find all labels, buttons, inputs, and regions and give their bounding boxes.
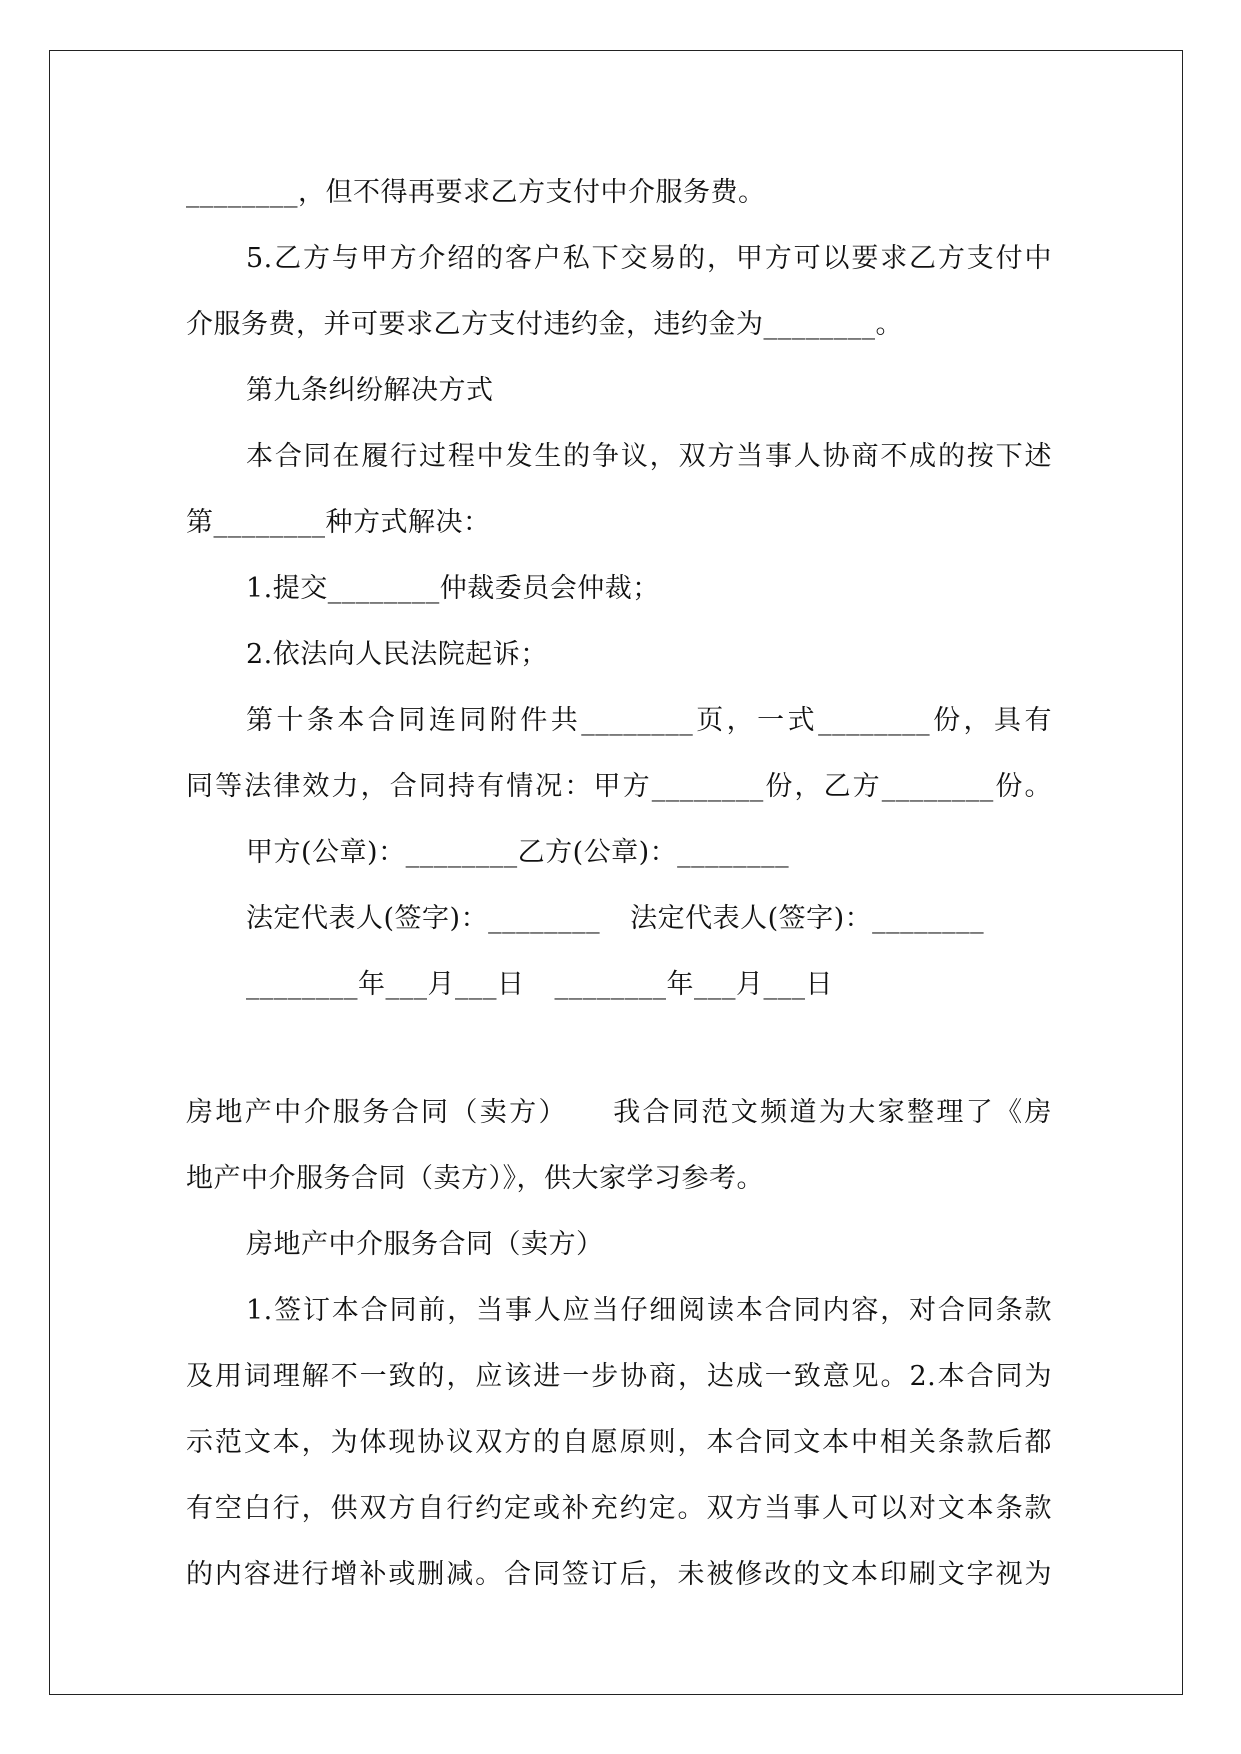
paragraph-line: 有空白行，供双方自行约定或补充约定。双方当事人可以对文本条款	[186, 1493, 1052, 1524]
party-b-seal: 乙方(公章)：________	[517, 837, 790, 868]
party-b-representative: 法定代表人(签字)：________	[630, 903, 985, 934]
seal-row	[186, 820, 1052, 886]
party-a-date: ________年___月___日	[246, 969, 525, 1000]
paragraph-line: 示范文本，为体现协议双方的自愿原则，本合同文本中相关条款后都	[186, 1427, 1052, 1458]
paragraph-line: 第十条本合同连同附件共________页，一式________份，具有	[246, 705, 1052, 736]
date-row	[186, 952, 1052, 1018]
paragraph-line: 介服务费，并可要求乙方支付违约金，违约金为________。	[186, 309, 903, 340]
party-b-date: ________年___月___日	[554, 969, 833, 1000]
paragraph-line: 第________种方式解决：	[186, 507, 491, 538]
list-item: 2.依法向人民法院起诉；	[246, 639, 548, 670]
party-a-representative: 法定代表人(签字)：________	[246, 903, 601, 934]
section-gap	[186, 1018, 1052, 1080]
intro-line: 地产中介服务合同（卖方）》，供大家学习参考。	[186, 1163, 764, 1194]
representative-row	[186, 886, 1052, 952]
contract-title: 房地产中介服务合同（卖方）	[246, 1229, 604, 1260]
paragraph-line: 同等法律效力，合同持有情况：甲方________份，乙方________份。	[186, 771, 1052, 802]
party-a-seal: 甲方(公章)：________	[246, 837, 518, 868]
paragraph-line: 的内容进行增补或删减。合同签订后，未被修改的文本印刷文字视为	[186, 1559, 1052, 1590]
paragraph-line: 1.签订本合同前，当事人应当仔细阅读本合同内容，对合同条款	[246, 1295, 1052, 1326]
list-item: 1.提交________仲裁委员会仲裁；	[246, 573, 660, 604]
paragraph-line: 5.乙方与甲方介绍的客户私下交易的，甲方可以要求乙方支付中	[246, 243, 1052, 274]
paragraph-line: ________，但不得再要求乙方支付中介服务费。	[186, 177, 766, 208]
intro-line: 房地产中介服务合同（卖方） 我合同范文频道为大家整理了《房	[186, 1097, 1052, 1128]
paragraph-line: 本合同在履行过程中发生的争议，双方当事人协商不成的按下述	[246, 441, 1052, 472]
document-body	[186, 160, 1052, 1608]
section-heading: 第九条纠纷解决方式	[246, 375, 494, 406]
paragraph-line: 及用词理解不一致的，应该进一步协商，达成一致意见。2.本合同为	[186, 1361, 1052, 1392]
